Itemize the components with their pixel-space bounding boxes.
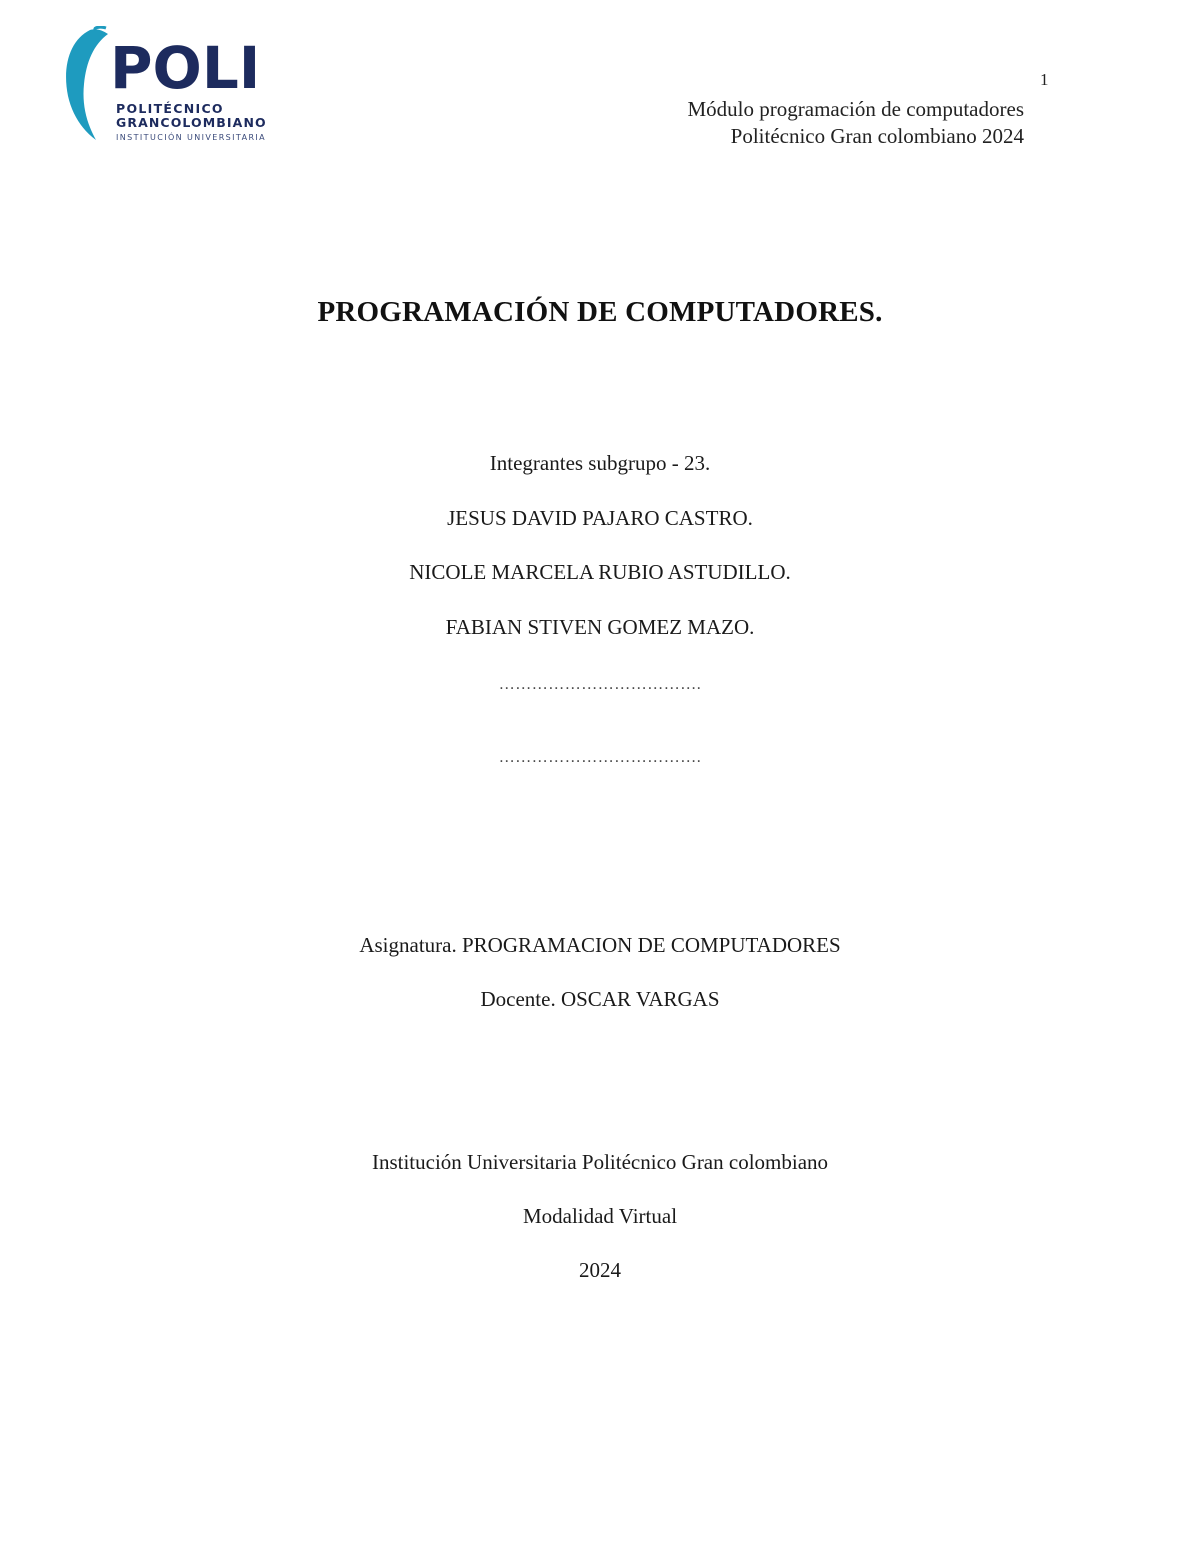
header-line-1: Módulo programación de computadores xyxy=(687,97,1024,121)
poli-logo-graphic xyxy=(62,26,272,148)
document-title: PROGRAMACIÓN DE COMPUTADORES. xyxy=(317,296,883,328)
subject-line: Asignatura. PROGRAMACION DE COMPUTADORES xyxy=(359,933,841,957)
teacher-line: Docente. OSCAR VARGAS xyxy=(480,987,720,1011)
logo-wordmark: POLI xyxy=(110,34,261,102)
placeholder-line-1: ………………………………. xyxy=(498,676,702,693)
logo-line-2: GRANCOLOMBIANO xyxy=(116,115,267,130)
poli-logo xyxy=(62,26,272,148)
member-2: NICOLE MARCELA RUBIO ASTUDILLO. xyxy=(409,560,791,584)
member-3: FABIAN STIVEN GOMEZ MAZO. xyxy=(445,615,755,639)
member-1: JESUS DAVID PAJARO CASTRO. xyxy=(447,506,753,530)
running-header xyxy=(688,96,1025,150)
institution-line: Institución Universitaria Politécnico Gran colombiano xyxy=(371,1150,829,1174)
modality-line: Modalidad Virtual xyxy=(522,1204,678,1228)
year-line: 2024 xyxy=(579,1258,621,1282)
logo-line-1: POLITÉCNICO xyxy=(116,101,224,116)
placeholder-line-2: ………………………………. xyxy=(498,749,702,766)
members-heading: Integrantes subgrupo - 23. xyxy=(489,451,711,475)
page-number: 1 xyxy=(1040,70,1049,89)
logo-line-3: INSTITUCIÓN UNIVERSITARIA xyxy=(116,133,267,142)
header-line-2: Politécnico Gran colombiano 2024 xyxy=(730,124,1024,148)
